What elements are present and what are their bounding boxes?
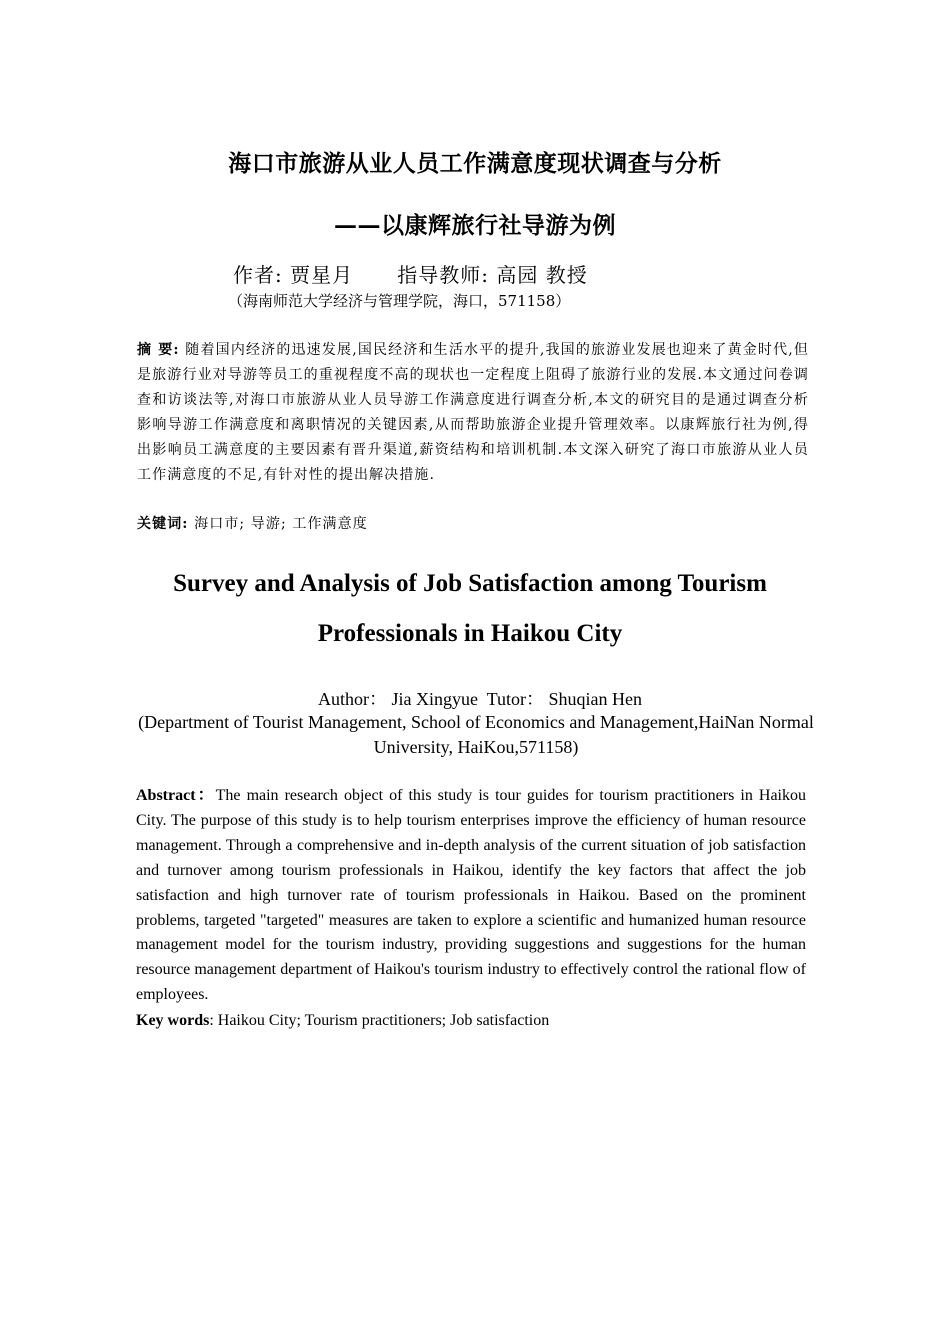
english-abstract-text: The main research object of this study is tour guides for tourism practitioners in Haikou City. The purpose of this study is to help tourism enterprises improve the efficiency of human resource management. Through a comprehensive and in-depth analysis of the current situation of job satisfaction and turnover among tourism professionals in Haikou, identify the key factors that affect the job satisfaction and high turnover rate of tourism professionals in Haikou. Based on the prominent problems, targeted "targeted" measures are taken to explore a scientific and humanized human resource management model for the tourism industry, providing suggestions and suggestions for the human resource management department of Haikou's tourism industry to effectively control the rational flow of employees. [136, 787, 806, 1004]
chinese-abstract [137, 338, 809, 488]
chinese-author-line: 作者: 贾星月 指导教师: 高园 教授 [233, 263, 588, 287]
english-title-line-2: Professionals in Haikou City [317, 620, 623, 647]
english-author-line: Author： Jia Xingyue Tutor： Shuqian Hen [318, 689, 642, 709]
chinese-keywords [137, 512, 809, 536]
english-keywords-text: : Haikou City; Tourism practitioners; Job satisfaction [209, 1012, 550, 1029]
english-abstract [136, 784, 806, 1008]
english-abstract-label: Abstract： [136, 787, 216, 804]
english-title-line-1: Survey and Analysis of Job Satisfaction among Tourism [173, 570, 767, 597]
chinese-title-line-1: 海口市旅游从业人员工作满意度现状调查与分析 [228, 150, 722, 177]
chinese-affiliation: （海南师范大学经济与管理学院，海口，571158） [228, 292, 571, 310]
chinese-keywords-text: 海口市; 导游; 工作满意度 [188, 516, 368, 532]
chinese-abstract-label: 摘 要: [137, 342, 180, 358]
english-keywords-label: Key words [136, 1012, 210, 1029]
chinese-keywords-label: 关键词: [137, 516, 189, 532]
chinese-abstract-text: 随着国内经济的迅速发展,国民经济和生活水平的提升,我国的旅游业发展也迎来了黄金时代,但是旅游行业对导游等员工的重视程度不高的现状也一定程度上阻碍了旅游行业的发展.本文通过问卷调查和访谈法等,对海口市旅游从业人员导游工作满意度进行调查分析,本文的研究目的是通过调查分析影响导游工作满意度和离职情况的关键因素,从而帮助旅游企业提升管理效率。以康辉旅行社为例,得出影响员工满意度的主要因素有晋升渠道,薪资结构和培训机制.本文深入研究了海口市旅游从业人员工作满意度的不足,有针对性的提出解决措施. [137, 342, 809, 483]
chinese-title-line-2: ——以康辉旅行社导游为例 [334, 212, 616, 239]
english-keywords [136, 1008, 806, 1033]
english-affiliation: (Department of Tourist Management, School of Economics and Management,HaiNan Normal University, HaiKou,571158) [138, 712, 814, 757]
